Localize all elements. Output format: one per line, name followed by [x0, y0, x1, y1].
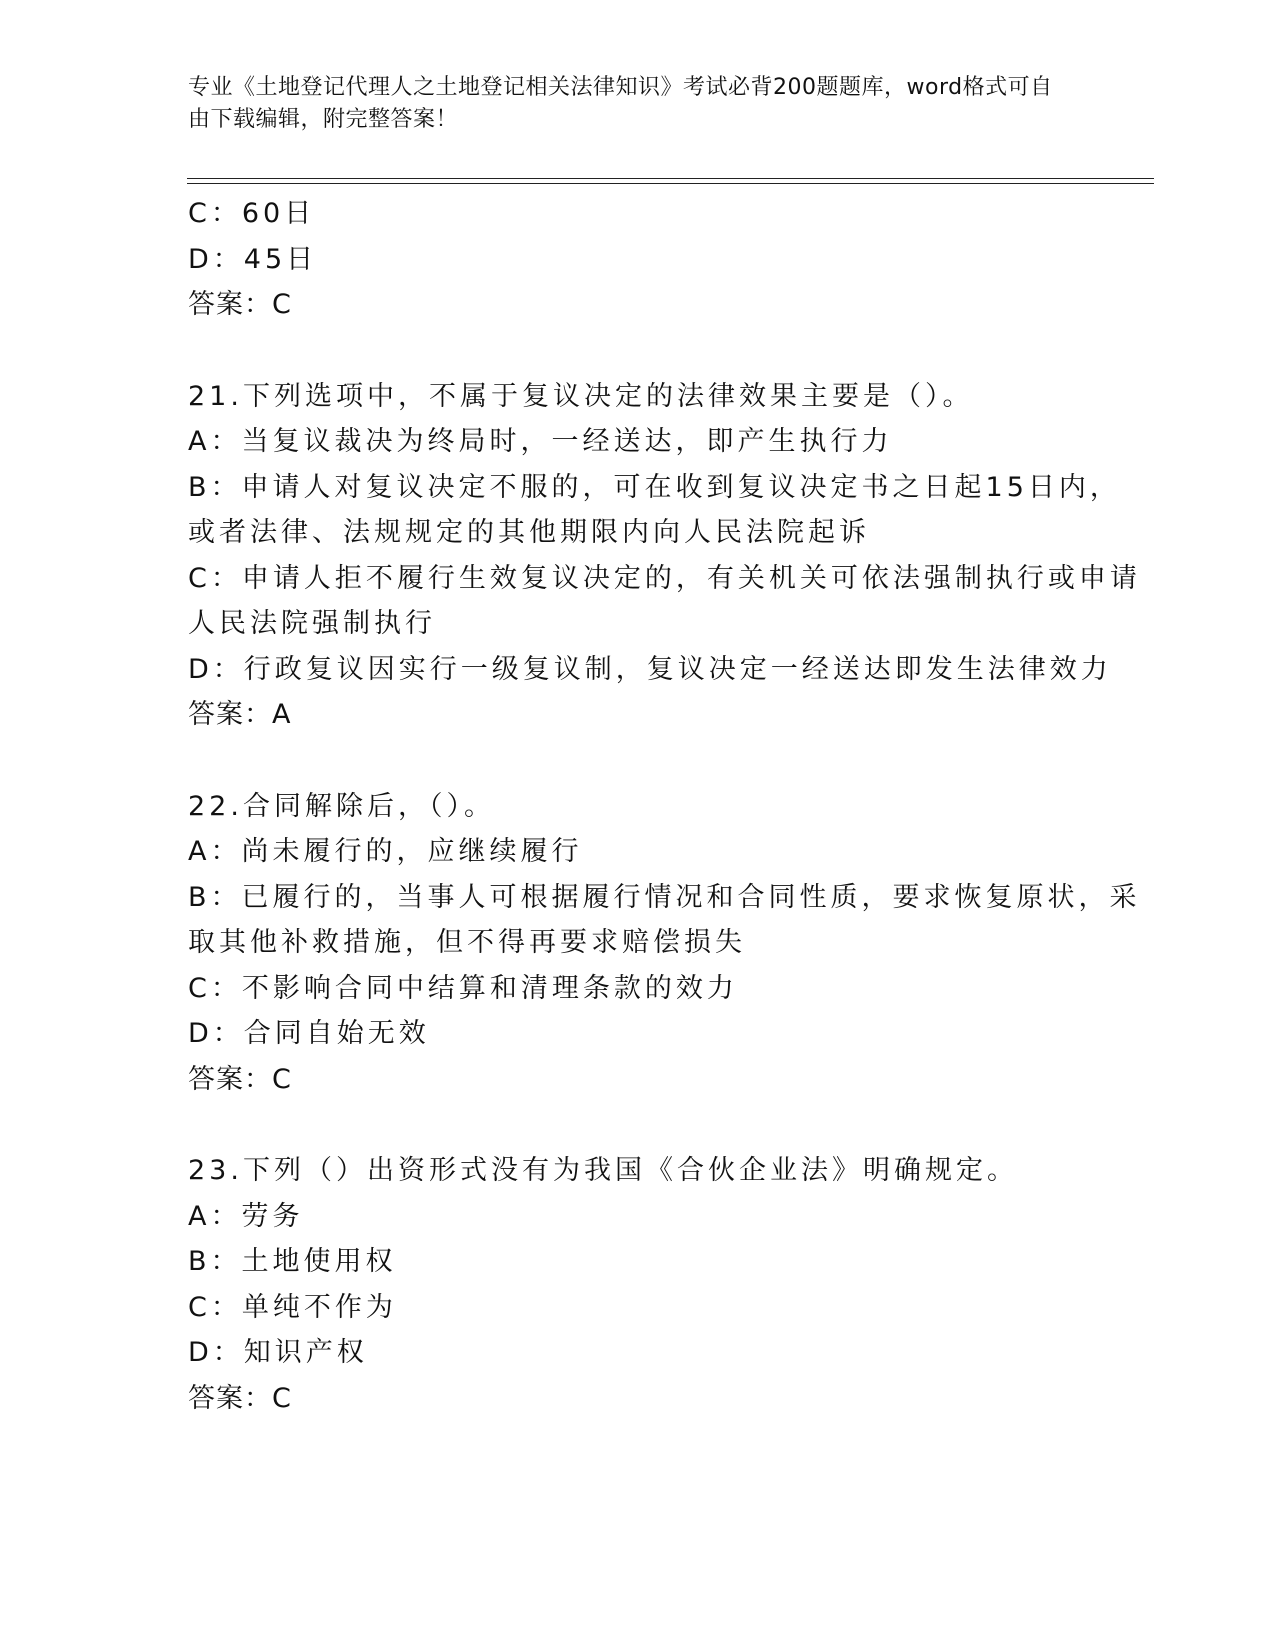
previous-question-tail — [188, 191, 1088, 328]
question-stem: 23.下列（）出资形式没有为我国《合伙企业法》明确规定。 — [188, 1155, 1018, 1186]
document-header: 专业《土地登记代理人之土地登记相关法律知识》考试必背200题题库，word格式可自由下载编辑，附完整答案！ — [188, 75, 1053, 132]
option-line: D：知识产权 — [188, 1337, 368, 1368]
option-line: 人民法院强制执行 — [188, 608, 436, 639]
spacer — [188, 328, 1088, 374]
answer-line: 答案：C — [188, 289, 292, 320]
answer-line: 答案：C — [188, 1063, 292, 1095]
question-22 — [188, 784, 1141, 1103]
option-line: B：已履行的，当事人可根据履行情况和合同性质，要求恢复原状，采 — [188, 881, 1141, 913]
header-divider-bottom — [187, 183, 1154, 184]
option-line: D：合同自始无效 — [188, 1018, 430, 1049]
option-line: D：45日 — [188, 243, 318, 275]
spacer — [188, 1102, 1088, 1148]
option-line: C：申请人拒不履行生效复议决定的，有关机关可依法强制执行或申请 — [188, 562, 1141, 594]
option-line: 或者法律、法规规定的其他期限内向人民法院起诉 — [188, 517, 870, 548]
option-line: A：劳务 — [188, 1200, 304, 1232]
option-line: C：不影响合同中结算和清理条款的效力 — [188, 972, 738, 1004]
option-line: 取其他补救措施，但不得再要求赔偿损失 — [188, 927, 746, 958]
option-line: B：土地使用权 — [188, 1246, 397, 1277]
option-line: C：单纯不作为 — [188, 1291, 397, 1323]
option-line: A：当复议裁决为终局时，一经送达，即产生执行力 — [188, 426, 893, 457]
spacer — [188, 738, 1088, 784]
option-line: B：申请人对复议决定不服的，可在收到复议决定书之日起15日内， — [188, 471, 1121, 503]
answer-line: 答案：C — [188, 1382, 292, 1414]
header-divider-top — [187, 178, 1154, 179]
option-line: D：行政复议因实行一级复议制，复议决定一经送达即发生法律效力 — [188, 653, 1112, 685]
question-stem: 21.下列选项中，不属于复议决定的法律效果主要是（）。 — [188, 380, 974, 412]
question-23 — [188, 1148, 1088, 1421]
answer-line: 答案：A — [188, 699, 292, 730]
question-21 — [188, 374, 1141, 738]
option-line: C：60日 — [188, 198, 316, 229]
option-line: A：尚未履行的，应继续履行 — [188, 836, 583, 867]
question-stem: 22.合同解除后，（）。 — [188, 790, 495, 822]
document-body — [188, 191, 1141, 1421]
